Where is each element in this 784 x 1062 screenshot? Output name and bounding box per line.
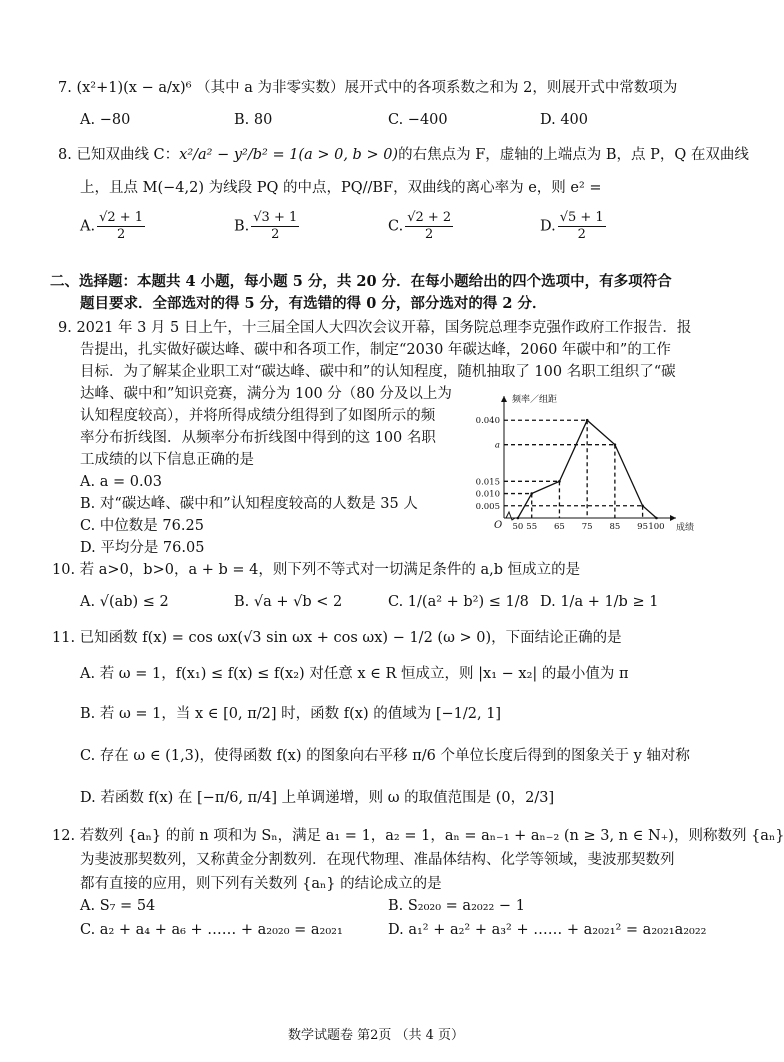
q9-option-c[interactable]: C. 中位数是 76.25 <box>80 518 204 534</box>
q8-option-c[interactable]: C. $\frac{√2 + 2}{2}$ <box>388 210 452 242</box>
q11-option-c[interactable]: C. 存在 ω ∈ (1,3)，使得函数 f(x) 的图象向右平移 π/6 个单位长度后得到的图象关于 y 轴对称 <box>80 748 690 764</box>
q10-stem: 10. 若 a>0，b>0，a + b = 4，则下列不等式对一切满足条件的 a,b 恒成立的是 <box>52 562 581 578</box>
data-point <box>530 492 533 495</box>
q10-option-c[interactable]: C. 1/(a² + b²) ≤ 1/8 <box>388 594 529 610</box>
q7-option-a[interactable]: A. −80 <box>80 112 131 128</box>
q11-number: 11. <box>52 630 76 646</box>
origin-label: O <box>494 520 503 531</box>
q7-option-d[interactable]: D. 400 <box>540 112 589 128</box>
y-axis-label: 频率／组距 <box>512 395 558 405</box>
q10-number: 10. <box>52 562 76 578</box>
q9-line2: 告提出，扎实做好碳达峰、碳中和各项工作，制定“2030 年碳达峰，2060 年碳中和”的工作 <box>80 342 671 358</box>
q12-option-b[interactable]: B. S₂₀₂₀ = a₂₀₂₂ − 1 <box>388 898 525 914</box>
x-tick-label: 85 <box>609 522 621 532</box>
q9-line7: 工成绩的以下信息正确的是 <box>80 452 254 468</box>
q12-option-c[interactable]: C. a₂ + a₄ + a₆ + …… + a₂₀₂₀ = a₂₀₂₁ <box>80 922 343 938</box>
q8-option-b[interactable]: B. $\frac{√3 + 1}{2}$ <box>234 210 298 242</box>
q7-option-c[interactable]: C. −400 <box>388 112 448 128</box>
q12-line2: 为斐波那契数列，又称黄金分割数列．在现代物理、准晶体结构、化学等领域，斐波那契数列 <box>80 852 675 868</box>
y-tick-label: 0.040 <box>475 416 500 427</box>
q7-option-b[interactable]: B. 80 <box>234 112 273 128</box>
x-tick-label: 55 <box>526 522 538 532</box>
q7-text: （其中 a 为非零实数）展开式中的各项系数之和为 2，则展开式中常数项为 <box>196 80 678 96</box>
q8-line2: 上，且点 M(−4,2) 为线段 PQ 的中点，PQ//BF，双曲线的离心率为 e，则 e² = <box>80 180 602 196</box>
q9-number: 9. <box>58 320 72 336</box>
data-point <box>614 443 617 446</box>
q11-option-d[interactable]: D. 若函数 f(x) 在 [−π/6, π/4] 上单调递增，则 ω 的取值范围是 (0，2/3] <box>80 790 555 806</box>
q8-line1: 8. 已知双曲线 C：x²/a² − y²/b² = 1(a > 0, b > 0)的右焦点为 F，虚轴的上端点为 B，点 P，Q 在双曲线 <box>58 147 749 163</box>
data-point <box>558 480 561 483</box>
q9-option-b[interactable]: B. 对“碳达峰、碳中和”认知程度较高的人数是 35 人 <box>80 496 418 512</box>
x-tick-label: 65 <box>554 522 565 532</box>
axis-break-mark <box>506 512 515 520</box>
x-axis-arrow <box>670 515 676 521</box>
q12-line3: 都有直接的应用，则下列有关数列 {aₙ} 的结论成立的是 <box>80 876 442 892</box>
q9-option-d[interactable]: D. 平均分是 76.05 <box>80 540 205 556</box>
data-point <box>655 517 658 520</box>
page-footer: 数学试题卷 第2页 （共 4 页） <box>287 1028 465 1043</box>
section2-heading-line1: 二、选择题：本题共 4 小题，每小题 5 分，共 20 分．在每小题给出的四个选项中，有多项符合 <box>50 273 672 290</box>
y-tick-label: 0.005 <box>475 501 500 512</box>
data-point <box>517 517 520 520</box>
q9-line1: 9. 2021 年 3 月 5 日上午，十三届全国人大四次会议开幕，国务院总理李克强作政府工作报告．报 <box>58 320 692 336</box>
x-tick-label: 50 <box>512 522 524 532</box>
y-tick-label: 0.010 <box>475 489 500 500</box>
x-tick-label: 100 <box>648 522 665 532</box>
data-point <box>586 419 589 422</box>
q8-number: 8. <box>58 147 72 163</box>
q12-line1: 12. 若数列 {aₙ} 的前 n 项和为 Sₙ，满足 a₁ = 1，a₂ = 1，aₙ = aₙ₋₁ + aₙ₋₂ (n ≥ 3, n ∈ N₊)，则称数列 {aₙ} <box>52 828 784 844</box>
x-tick-label: 75 <box>581 522 593 532</box>
data-point <box>641 504 644 507</box>
y-tick-label: 0.015 <box>475 477 500 488</box>
q10-option-b[interactable]: B. √a + √b < 2 <box>234 594 343 610</box>
q11-option-b[interactable]: B. 若 ω = 1，当 x ∈ [0, π/2] 时，函数 f(x) 的值域为 [−1/2, 1] <box>80 706 502 722</box>
x-axis-label: 成绩 <box>676 523 695 533</box>
frequency-polyline-chart <box>462 390 695 540</box>
q8-option-a[interactable]: A. $\frac{√2 + 1}{2}$ <box>80 210 144 242</box>
q9-option-a[interactable]: A. a = 0.03 <box>80 474 163 490</box>
q9-line4: 达峰、碳中和”知识竞赛，满分为 100 分（80 分及以上为 <box>80 386 452 402</box>
q8-option-d[interactable]: D. $\frac{√5 + 1}{2}$ <box>540 210 604 242</box>
section2-heading-line2: 题目要求．全部选对的得 5 分，有选错的得 0 分，部分选对的得 2 分． <box>80 295 547 312</box>
q7-expression: (x²+1)(x − a/x)⁶ <box>76 80 192 96</box>
q7-number: 7. <box>58 80 72 96</box>
q12-option-d[interactable]: D. a₁² + a₂² + a₃² + …… + a₂₀₂₁² = a₂₀₂₁a₂₀₂₂ <box>388 922 707 938</box>
q9-line6: 率分布折线图．从频率分布折线图中得到的这 100 名职 <box>80 430 436 446</box>
x-tick-label: 95 <box>637 522 649 532</box>
q10-option-d[interactable]: D. 1/a + 1/b ≥ 1 <box>540 594 659 610</box>
q12-option-a[interactable]: A. S₇ = 54 <box>80 898 156 914</box>
q7-stem <box>58 78 677 98</box>
q9-line5: 认知程度较高），并将所得成绩分组得到了如图所示的频 <box>80 408 436 424</box>
q11-option-a[interactable]: A. 若 ω = 1，f(x₁) ≤ f(x) ≤ f(x₂) 对任意 x ∈ R 恒成立，则 |x₁ − x₂| 的最小值为 π <box>80 666 629 682</box>
q11-stem: 11. 已知函数 f(x) = cos ωx(√3 sin ωx + cos ωx) − 1/2 (ω > 0)，下面结论正确的是 <box>52 630 622 646</box>
y-tick-label: a <box>494 440 500 451</box>
y-axis-arrow <box>501 396 507 402</box>
q12-number: 12. <box>52 828 76 844</box>
q8-hyperbola-equation: x²/a² − y²/b² = 1(a > 0, b > 0) <box>179 147 399 163</box>
q9-line3: 目标．为了解某企业职工对“碳达峰、碳中和”的认知程度，随机抽取了 100 名职工组织了“碳 <box>80 364 676 380</box>
q10-option-a[interactable]: A. √(ab) ≤ 2 <box>80 594 169 610</box>
